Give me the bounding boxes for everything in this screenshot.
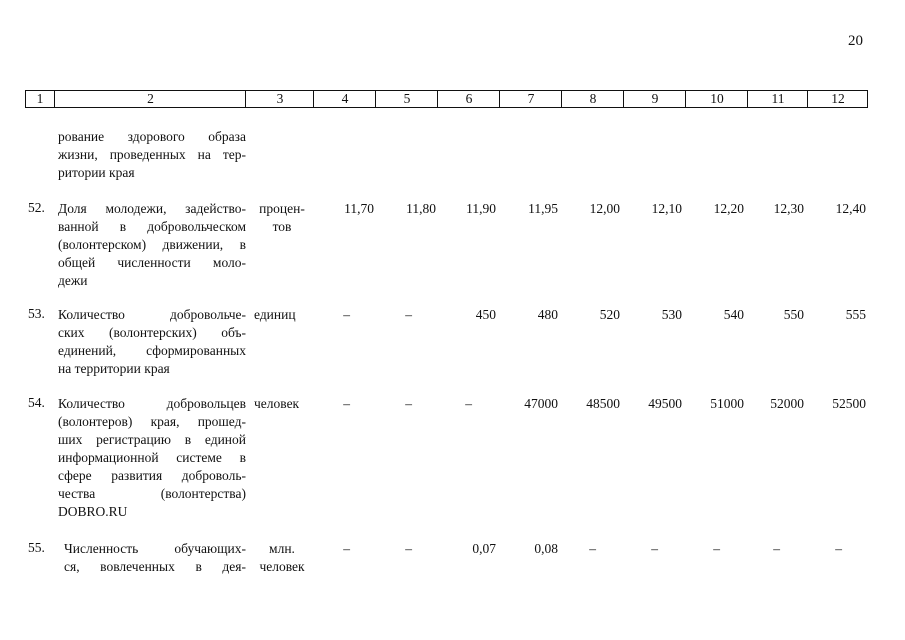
value-col-4: 11,70 (344, 201, 374, 216)
text-line: ших регистрацию в единой (58, 432, 246, 447)
value-col-6: 11,90 (466, 201, 496, 216)
page-number: 20 (848, 33, 863, 49)
value-col-8: 12,00 (589, 201, 620, 216)
unit-line: процен- (259, 201, 305, 216)
value-col-5: – (405, 396, 412, 411)
value-col-11: – (773, 541, 780, 556)
row-number: 55. (28, 540, 45, 555)
indicator-name (58, 395, 246, 521)
row-number: 53. (28, 306, 45, 321)
text-line: информационной системе в (58, 450, 246, 465)
value-col-4: – (343, 396, 350, 411)
value-col-5: – (405, 307, 412, 322)
indicator-name (64, 540, 246, 576)
table-header-row (25, 90, 868, 108)
unit-line: млн. (269, 541, 295, 556)
value-col-8: – (589, 541, 596, 556)
unit-line: тов (272, 219, 292, 234)
value-col-7: 11,95 (528, 201, 558, 216)
value-col-11: 550 (783, 307, 804, 322)
value-col-10: 12,20 (713, 201, 744, 216)
value-col-6: 450 (475, 307, 496, 322)
value-col-6: – (465, 396, 472, 411)
value-col-11: 52000 (770, 396, 804, 411)
text-line: ритории края (58, 165, 135, 180)
value-col-6: 0,07 (472, 541, 496, 556)
value-col-7: 47000 (524, 396, 558, 411)
row-number: 54. (28, 395, 45, 410)
header-col-11: 11 (747, 91, 808, 107)
text-line: дежи (58, 273, 88, 288)
text-line: рование здорового образа (58, 129, 246, 144)
value-col-12: 12,40 (835, 201, 866, 216)
value-col-7: 0,08 (534, 541, 558, 556)
value-col-12: 555 (845, 307, 866, 322)
header-col-2: 2 (54, 91, 246, 107)
text-line: Количество добровольче- (58, 307, 246, 322)
text-line: ских (волонтерских) объ- (58, 325, 246, 340)
header-col-4: 4 (313, 91, 376, 107)
value-col-9: 49500 (648, 396, 682, 411)
text-line: Доля молодежи, задейство- (58, 201, 246, 216)
value-col-8: 520 (599, 307, 620, 322)
text-line: ванной в добровольческом (58, 219, 246, 234)
value-col-10: – (713, 541, 720, 556)
unit (254, 200, 310, 236)
value-col-7: 480 (537, 307, 558, 322)
value-col-12: – (835, 541, 842, 556)
row-number: 52. (28, 200, 45, 215)
value-col-4: – (343, 307, 350, 322)
text-line: общей численности моло- (58, 255, 246, 270)
value-col-8: 48500 (586, 396, 620, 411)
text-line: (волонтерском) движении, в (58, 237, 246, 252)
value-col-9: – (651, 541, 658, 556)
header-col-6: 6 (437, 91, 500, 107)
value-col-10: 540 (723, 307, 744, 322)
text-line: ся, вовлеченных в дея- (64, 559, 246, 574)
text-line: единений, сформированных (58, 343, 246, 358)
value-col-10: 51000 (710, 396, 744, 411)
value-col-4: – (343, 541, 350, 556)
header-col-3: 3 (245, 91, 314, 107)
value-col-5: 11,80 (406, 201, 436, 216)
value-col-5: – (405, 541, 412, 556)
text-line: DOBRO.RU (58, 504, 128, 519)
value-col-9: 12,10 (651, 201, 682, 216)
indicator-name (58, 306, 246, 378)
text-line: на территории края (58, 361, 170, 376)
unit-line: человек (259, 559, 305, 574)
unit (254, 540, 310, 576)
text-line: (волонтеров) края, прошед- (58, 414, 246, 429)
value-col-11: 12,30 (773, 201, 804, 216)
indicator-name (58, 200, 246, 290)
header-col-1: 1 (36, 91, 44, 106)
header-col-5: 5 (375, 91, 438, 107)
unit (254, 395, 310, 413)
continuation-text (58, 128, 246, 182)
unit-line: единиц (254, 307, 296, 322)
header-col-10: 10 (685, 91, 748, 107)
value-col-9: 530 (661, 307, 682, 322)
text-line: сфере развития доброволь- (58, 468, 246, 483)
unit (254, 306, 310, 324)
text-line: Численность обучающих- (64, 541, 246, 556)
text-line: Количество добровольцев (58, 396, 246, 411)
header-col-9: 9 (623, 91, 686, 107)
text-line: чества (волонтерства) (58, 486, 246, 501)
header-col-7: 7 (499, 91, 562, 107)
header-col-12: 12 (807, 91, 868, 107)
value-col-12: 52500 (832, 396, 866, 411)
text-line: жизни, проведенных на тер- (58, 147, 246, 162)
unit-line: человек (254, 396, 300, 411)
header-col-8: 8 (561, 91, 624, 107)
